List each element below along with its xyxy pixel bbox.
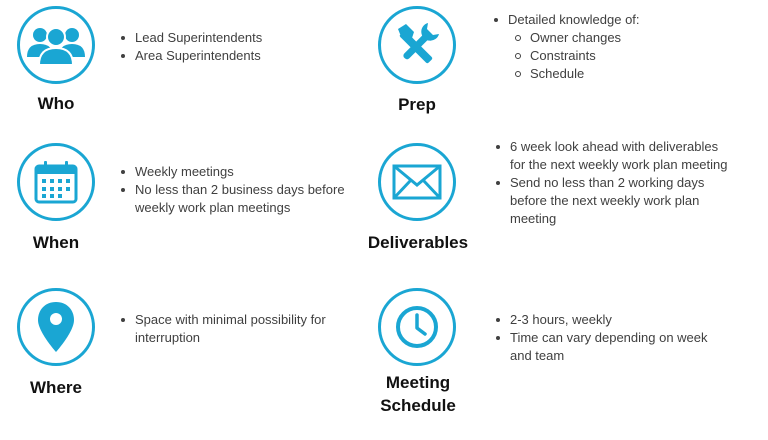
when-list <box>121 163 353 217</box>
prep-list <box>494 11 734 83</box>
schedule-label <box>356 371 480 417</box>
who-list <box>121 29 341 65</box>
when-label: When <box>32 233 80 252</box>
schedule-list <box>496 311 721 365</box>
tools-icon <box>392 20 442 70</box>
location-pin-icon <box>36 301 76 353</box>
list-item: Time can vary depending on week and team <box>496 329 721 365</box>
schedule-icon-circle <box>378 288 456 366</box>
where-icon-circle <box>17 288 95 366</box>
prep-sub-list <box>508 29 734 83</box>
where-list <box>121 311 346 347</box>
list-item <box>494 11 734 83</box>
prep-label: Prep <box>398 95 436 114</box>
prep-icon-circle <box>378 6 456 84</box>
list-item: Area Superintendents <box>121 47 341 65</box>
deliverables-icon-circle <box>378 143 456 221</box>
sub-list-item: Constraints <box>508 47 734 65</box>
calendar-icon <box>33 160 79 204</box>
where-label: Where <box>30 378 82 397</box>
list-item: No less than 2 business days before weekly work plan meetings <box>121 181 353 217</box>
list-item: Space with minimal possibility for interruption <box>121 311 346 347</box>
people-icon <box>24 24 88 66</box>
sub-list-item: Schedule <box>508 65 734 83</box>
envelope-icon <box>392 164 442 200</box>
sub-list-item: Owner changes <box>508 29 734 47</box>
deliverables-list <box>496 138 732 228</box>
schedule-label-line1: Meeting <box>385 373 451 392</box>
list-item: 2-3 hours, weekly <box>496 311 721 329</box>
schedule-label-line2: Schedule <box>380 396 456 415</box>
when-icon-circle <box>17 143 95 221</box>
list-item: Weekly meetings <box>121 163 353 181</box>
deliverables-label: Deliverables <box>367 233 469 252</box>
list-item: Send no less than 2 working days before the next weekly work plan meeting <box>496 174 732 228</box>
clock-icon <box>394 304 440 350</box>
who-icon-circle <box>17 6 95 84</box>
list-item: Lead Superintendents <box>121 29 341 47</box>
list-item-text: Detailed knowledge of: <box>508 12 640 27</box>
who-label: Who <box>37 94 75 113</box>
list-item: 6 week look ahead with deliverables for the next weekly work plan meeting <box>496 138 732 174</box>
